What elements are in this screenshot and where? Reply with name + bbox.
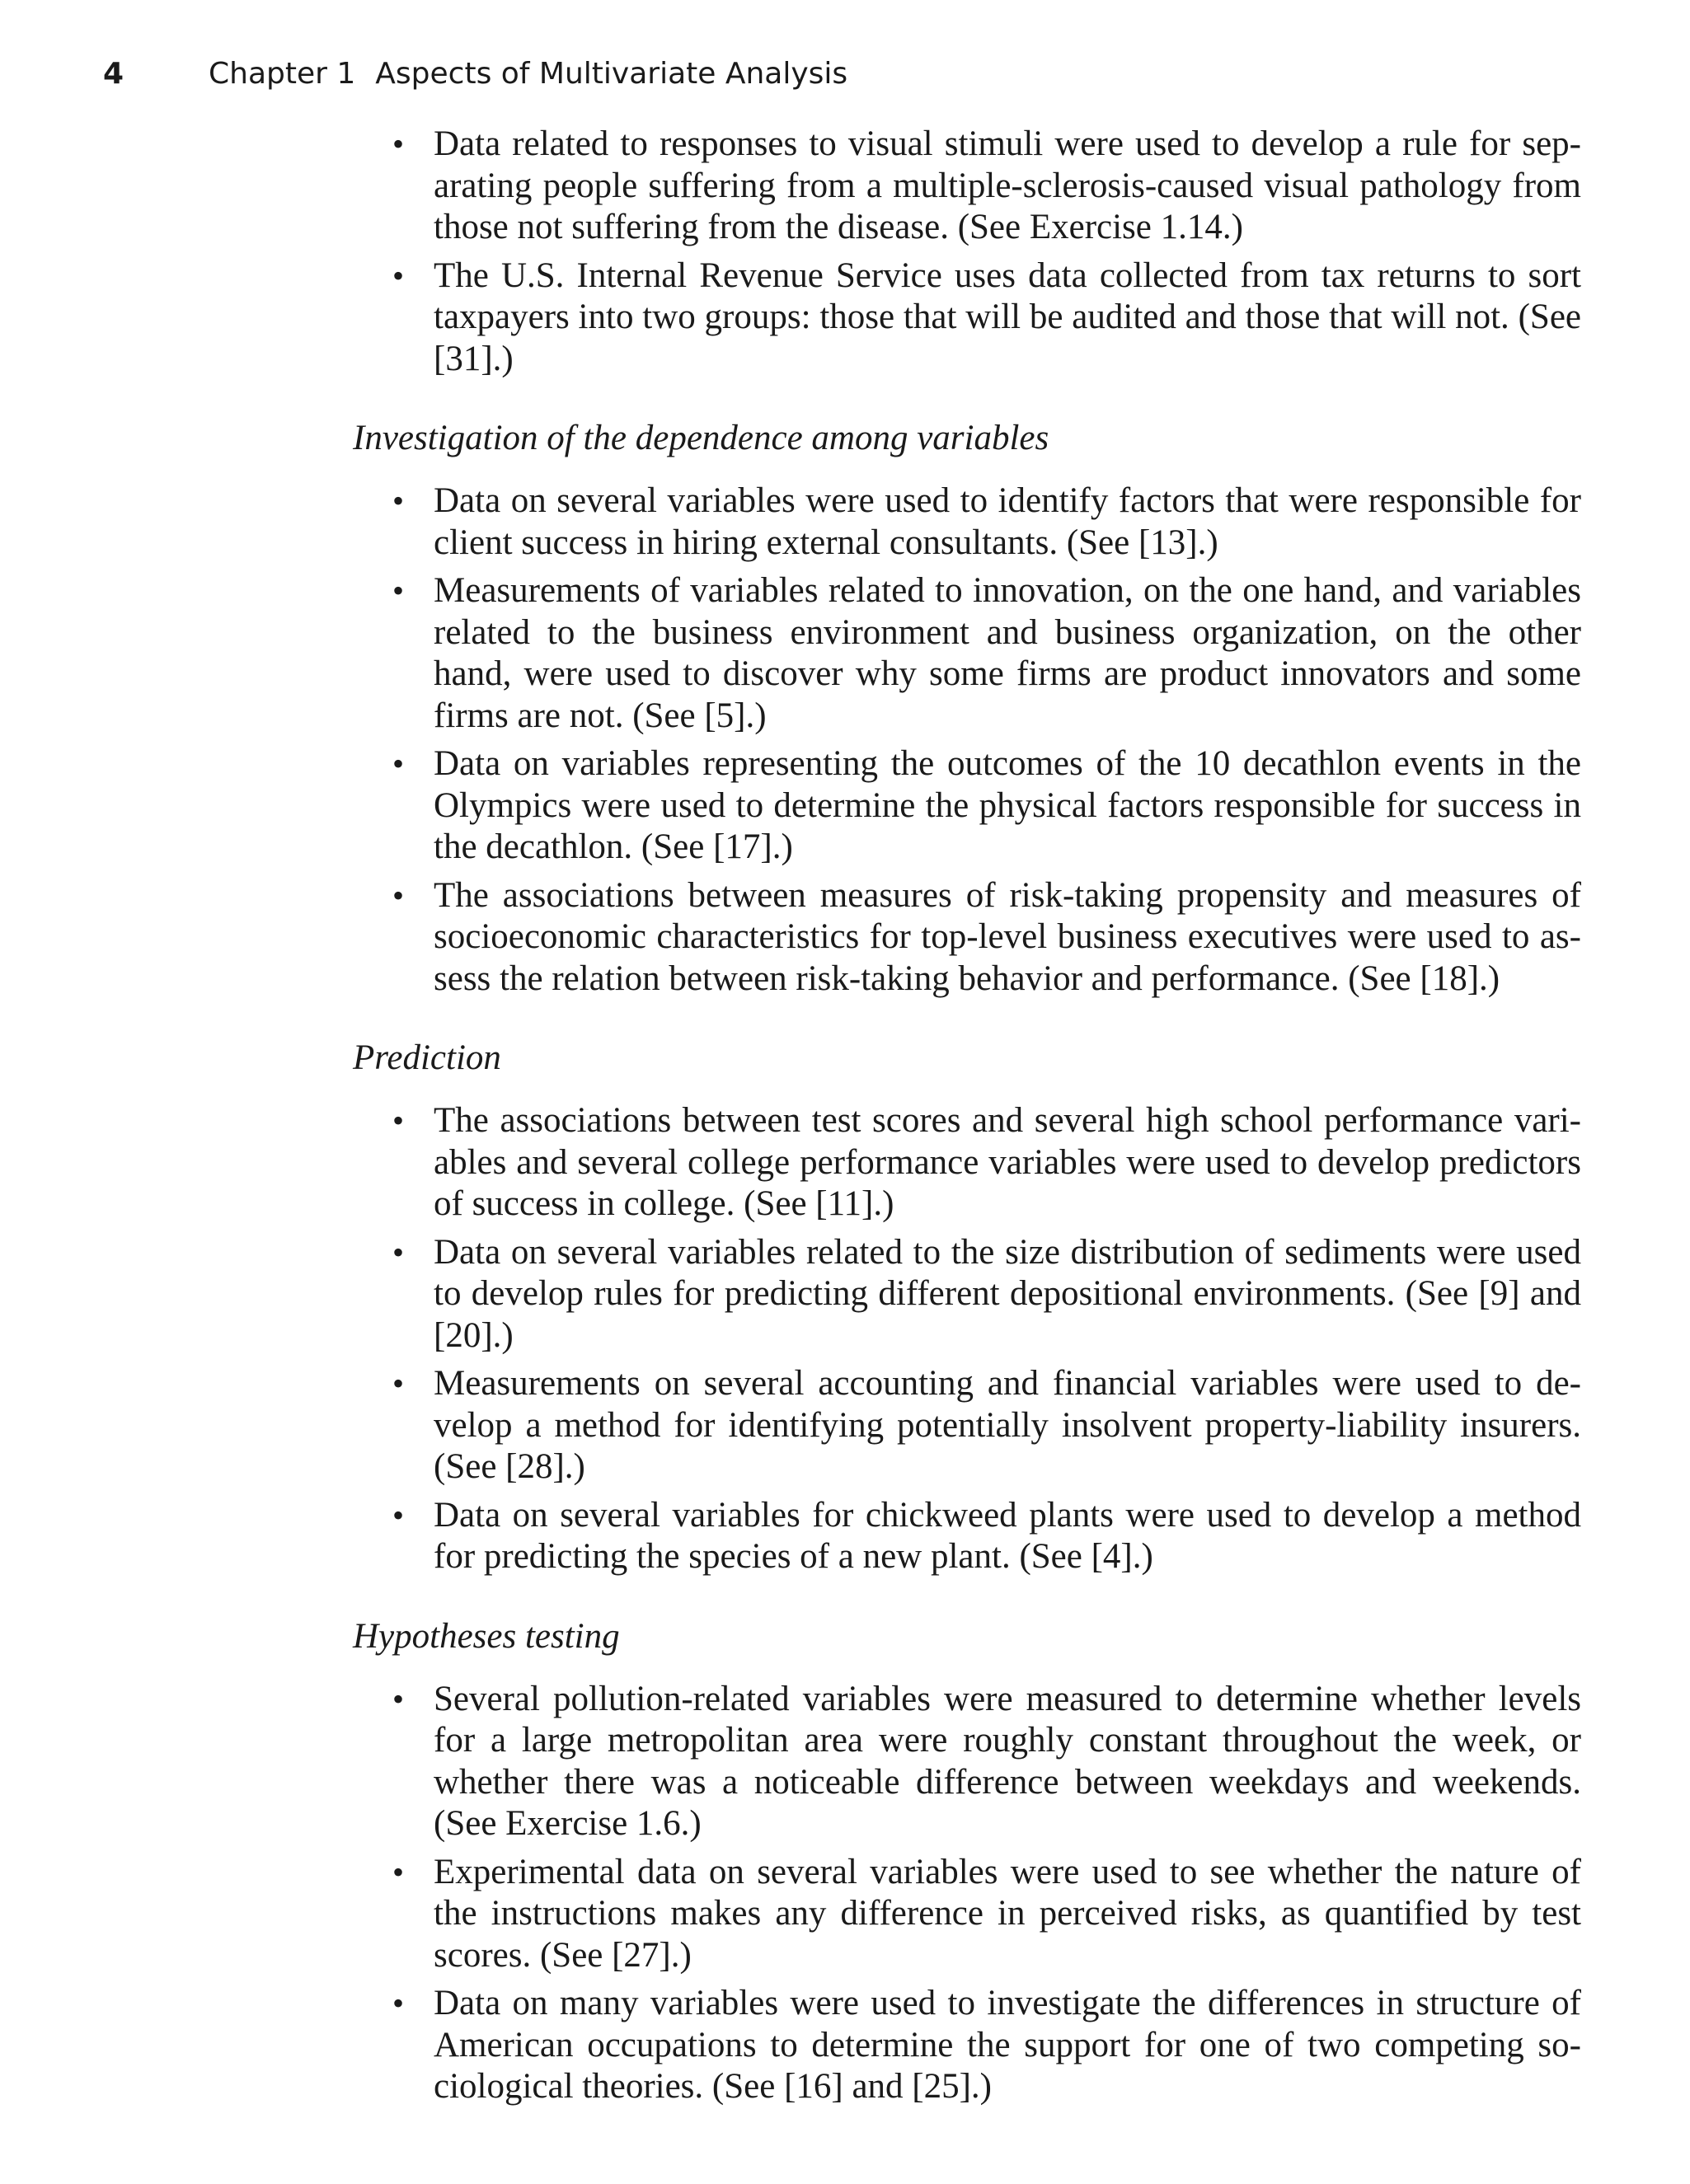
page-body bbox=[353, 124, 1581, 2115]
list-item: • The associations between measures of risk-taking propensity and measures of socioeconomic characteristics for top-level business executives were used to assess the relation between risk-taking behavior and performance. (See [18].) bbox=[353, 875, 1581, 1001]
chapter-label: Chapter 1 bbox=[209, 57, 356, 91]
section-classification-continued bbox=[353, 124, 1581, 380]
bullet-list bbox=[353, 480, 1581, 1000]
list-item: • Data on many variables were used to investigate the differences in structure of American occupations to determine the support for one of two competing sociological theories. (See [16] and [25].) bbox=[353, 1983, 1581, 2108]
list-item: • Data on variables representing the outcomes of the 10 decathlon events in the Olympics were used to determine the physical factors responsible for success in the decathlon. (See [17].) bbox=[353, 743, 1581, 869]
list-item: • Data related to responses to visual stimuli were used to develop a rule for separating people suffering from a multiple-sclerosis-caused visual pathology from those not suffering from the disease. (See Exercise 1.14.) bbox=[353, 124, 1581, 249]
section-heading: Prediction bbox=[353, 1038, 501, 1077]
page-number: 4 bbox=[103, 57, 124, 91]
list-item: • Several pollution-related variables were measured to determine whether levels for a large metropolitan area were roughly constant throughout the week, or whether there was a noticeable difference between weekdays and weekends. (See Exercise 1.6.) bbox=[353, 1679, 1581, 1845]
list-item: • Measurements on several accounting and financial variables were used to develop a method for identifying potentially insolvent property-liability insurers. (See [28].) bbox=[353, 1363, 1581, 1488]
bullet-list bbox=[353, 1100, 1581, 1578]
section-heading: Investigation of the dependence among variables bbox=[353, 419, 1049, 457]
chapter-title: Aspects of Multivariate Analysis bbox=[375, 57, 848, 91]
bullet-list bbox=[353, 1679, 1581, 2108]
list-item: • The U.S. Internal Revenue Service uses data collected from tax returns to sort taxpayers into two groups: those that will be audited and those that will not. (See [31].) bbox=[353, 255, 1581, 381]
bullet-list bbox=[353, 124, 1581, 380]
section-dependence bbox=[353, 418, 1581, 1000]
list-item: • Data on several variables related to the size distribution of sediments were used to develop rules for predicting different depositional environments. (See [9] and [20].) bbox=[353, 1232, 1581, 1357]
list-item: • Measurements of variables related to innovation, on the one hand, and variables related to the business environment and business organization, on the other hand, were used to discover why some firms are product innovators and some firms are not. (See [5].) bbox=[353, 570, 1581, 737]
list-item: • Data on several variables for chickweed plants were used to develop a method for predicting the species of a new plant. (See [4].) bbox=[353, 1495, 1581, 1578]
list-item: • The associations between test scores and several high school performance variables and several college performance variables were used to develop predictors of success in college. (See [11].) bbox=[353, 1100, 1581, 1226]
section-prediction bbox=[353, 1038, 1581, 1578]
list-item: • Experimental data on several variables were used to see whether the nature of the instructions makes any difference in perceived risks, as quantified by test scores. (See [27].) bbox=[353, 1852, 1581, 1977]
list-item: • Data on several variables were used to identify factors that were responsible for client success in hiring external consultants. (See [13].) bbox=[353, 480, 1581, 564]
section-hypotheses-testing bbox=[353, 1616, 1581, 2108]
section-heading: Hypotheses testing bbox=[353, 1616, 620, 1656]
running-head bbox=[103, 54, 847, 94]
